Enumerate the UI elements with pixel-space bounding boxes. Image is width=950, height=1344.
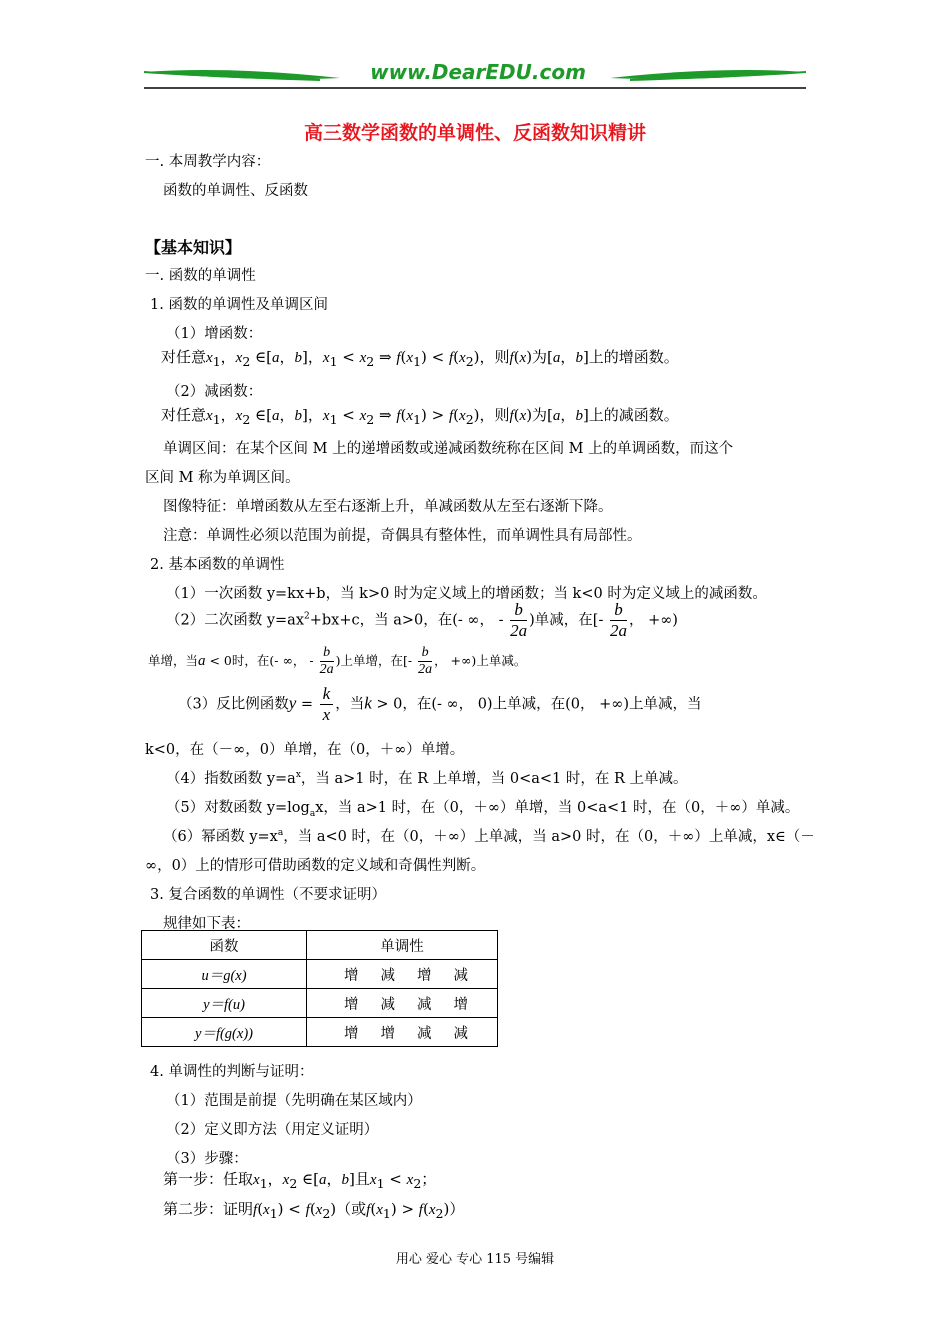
page-title: 高三数学函数的单调性、反函数知识精讲 (303, 122, 646, 144)
fraction-b-2a: $\frac{b}{2a}$ (418, 645, 433, 677)
composite-rule-table (141, 930, 498, 1047)
table-row (142, 960, 498, 989)
reciprocal-line2: k<0，在（－∞，0）单增，在（0，＋∞）单增。 (145, 742, 465, 758)
table-header: 函数 (142, 931, 307, 960)
basic-heading: 【基本知识】 (145, 238, 242, 257)
fraction-b-2a: $\frac{b}{2a}$ (510, 600, 528, 640)
table-header: 单调性 (307, 931, 498, 960)
judge-step3: （3）步骤： (166, 1151, 248, 1167)
logo-text: www.DearEDU.com (370, 60, 586, 84)
header-logo (140, 58, 810, 94)
item3-heading: 3. 复合函数的单调性（不要求证明） (150, 887, 386, 903)
interval-line1: 单调区间：在某个区间 M 上的递增函数或递减函数统称在区间 M 上的单调函数，而这个 (163, 441, 734, 457)
table-cell-func: u＝g(x) (142, 960, 307, 989)
fraction-b-2a: $\frac{b}{2a}$ (609, 600, 627, 640)
reciprocal-line1: （3）反比例函数y = $\frac{k}{x}$ ，当k > 0，在(- ∞， 0)上单减，在(0， +∞)上单减，当 (178, 684, 702, 724)
table-cell-mono: 增 减 增 减 (307, 960, 498, 989)
power-function-line1: （6）幂函数 $y=x^a$，当 a<0 时，在（0，＋∞）上单减，当 a>0 时，在（0，＋∞）上单减，x∈（－ (163, 828, 815, 845)
table-row (142, 989, 498, 1018)
intro-content: 函数的单调性、反函数 (163, 183, 308, 199)
proof-step2: 第二步：证明$f(x_1) < f(x_2)$（或$f(x_1) > f(x_2)$） (163, 1200, 465, 1221)
table-row (142, 1018, 498, 1047)
table-cell-func: y＝f(g(x)) (142, 1018, 307, 1047)
image-feature: 图像特征：单增函数从左至右逐渐上升，单减函数从左至右逐渐下降。 (163, 499, 613, 515)
dec-definition: 对任意$x_1$，$x_2$ ∈[a，b]，$x_1 < x_2$ ⇒ $f(x_1) > f(x_2)$，则f(x)为[a，b]上的减函数。 (161, 406, 679, 427)
item1-heading: 1. 函数的单调性及单调区间 (150, 297, 328, 313)
intro-heading: 一. 本周教学内容： (145, 154, 271, 170)
table-cell-mono: 增 减 减 增 (307, 989, 498, 1018)
section1-heading: 一. 函数的单调性 (145, 268, 256, 284)
item4-heading: 4. 单调性的判断与证明： (150, 1064, 314, 1080)
dec-label: （2）减函数： (166, 384, 263, 400)
judge-step1: （1）范围是前提（先明确在某区域内） (166, 1093, 422, 1109)
rule-caption: 规律如下表： (163, 916, 250, 932)
table-cell-mono: 增 增 减 减 (307, 1018, 498, 1047)
logarithm-function: （5）对数函数 $y=\log_ax$，当 a>1 时，在（0，＋∞）单增，当 0<a<1 时，在（0，＋∞）单减。 (166, 800, 800, 819)
proof-step1: 第一步：任取$x_1$，$x_2$ ∈[a，b]且$x_1 < x_2$； (163, 1170, 437, 1191)
quadratic-line1: （2）二次函数 $y=ax^2+bx+c$，当 a>0，在(- ∞， - $\frac{b}{2a}$ )单减，在[- $\frac{b}{2a}$ ， +∞) (166, 600, 678, 640)
inc-definition: 对任意$x_1$，$x_2$ ∈[a，b]，$x_1 < x_2$ ⇒ $f(x_1) < f(x_2)$，则f(x)为[a，b]上的增函数。 (161, 348, 679, 369)
page-footer: 用心 爱心 专心 115 号编辑 (395, 1252, 555, 1267)
item2-heading: 2. 基本函数的单调性 (150, 557, 285, 573)
exponential-function: （4）指数函数 $y=a^x$，当 a>1 时，在 R 上单增，当 0<a<1 时，在 R 上单减。 (166, 770, 688, 787)
table-cell-func: y＝f(u) (142, 989, 307, 1018)
table-header-row (142, 931, 498, 960)
linear-function: （1）一次函数 y=kx+b，当 k>0 时为定义域上的增函数；当 k<0 时为定义域上的减函数。 (166, 586, 767, 602)
fraction-k-x: $\frac{k}{x}$ (320, 684, 334, 725)
judge-step2: （2）定义即方法（用定义证明） (166, 1122, 379, 1138)
power-function-line2: ∞，0）上的情形可借助函数的定义域和奇偶性判断。 (145, 858, 486, 874)
fraction-b-2a: $\frac{b}{2a}$ (319, 645, 334, 677)
inc-label: （1）增函数： (166, 326, 263, 342)
interval-line2: 区间 M 称为单调区间。 (145, 470, 300, 486)
note: 注意：单调性必须以范围为前提，奇偶具有整体性，而单调性具有局部性。 (163, 528, 642, 544)
quadratic-line2: 单增，当a < 0时，在(- ∞， - $\frac{b}{2a}$ )上单增，在[- $\frac{b}{2a}$ ， +∞)上单减。 (148, 645, 527, 677)
